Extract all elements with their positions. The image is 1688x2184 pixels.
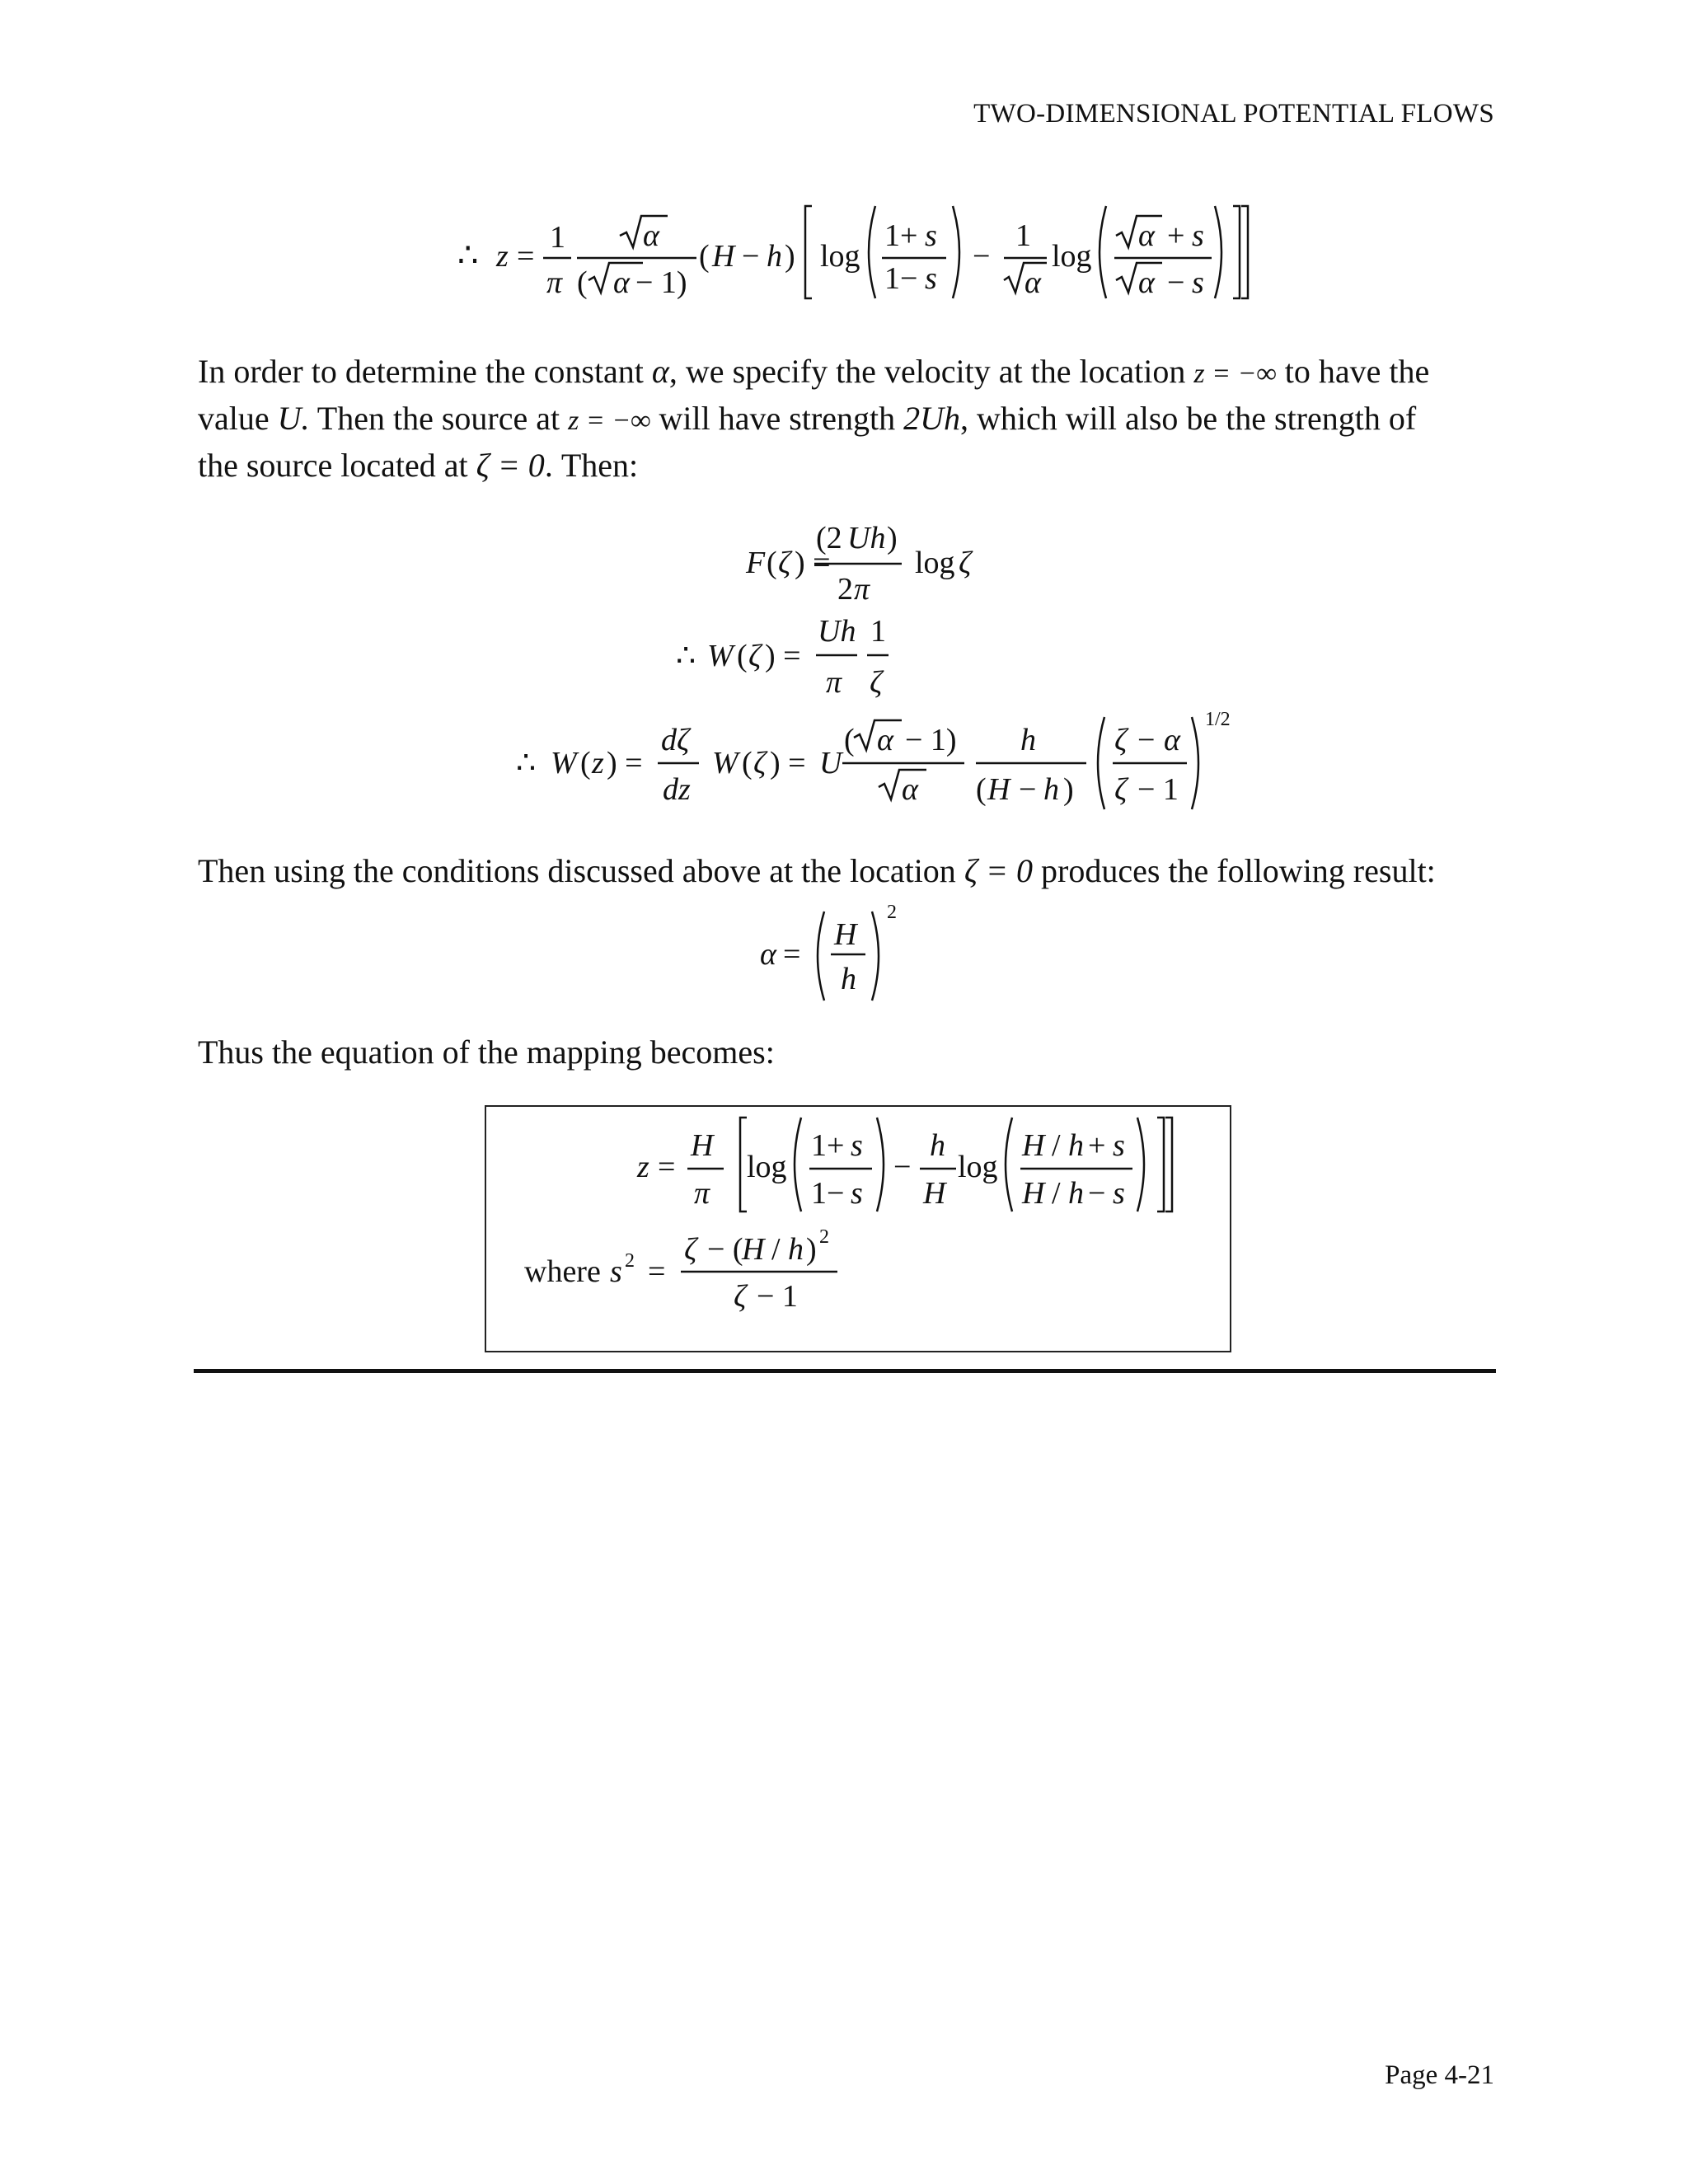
svg-text:): ) [887, 521, 898, 555]
svg-text:) =: ) = [607, 746, 643, 780]
paragraph-alpha-intro: In order to determine the constant α, we specify the velocity at the location z = −∞ to have the value U. Then the source at z = −∞ will have strength 2Uh, which will also be the strength of the source located at ζ = 0. Then: [198, 353, 1430, 484]
svg-text:α: α [1025, 265, 1041, 300]
svg-text:(: ( [699, 239, 710, 274]
svg-text:ζ: ζ [870, 665, 883, 700]
svg-text:(2: (2 [816, 521, 842, 555]
svg-text:ζ: ζ [684, 1232, 697, 1267]
where-label: where [524, 1254, 601, 1289]
svg-text:) =: ) = [765, 639, 801, 673]
svg-text:s: s [1113, 1128, 1125, 1163]
svg-text:π: π [854, 572, 870, 607]
svg-text:s: s [925, 218, 937, 253]
svg-text:(: ( [767, 546, 777, 580]
svg-text:/: / [1052, 1176, 1061, 1211]
svg-text:dz: dz [663, 772, 691, 807]
svg-text:π: π [694, 1176, 710, 1211]
svg-text:U: U [819, 746, 842, 780]
svg-text:s: s [925, 261, 937, 296]
svg-text:/: / [771, 1232, 781, 1267]
svg-text:) =: ) = [770, 746, 806, 780]
svg-text:−: − [742, 239, 760, 274]
paragraph-conditions: Then using the conditions discussed above at the location ζ = 0 produces the following result: [198, 852, 1436, 889]
svg-text:z: z [592, 746, 604, 780]
section-rule [194, 1369, 1496, 1373]
equation-z-alpha [457, 206, 1248, 300]
svg-text:ζ: ζ [959, 546, 972, 580]
svg-text:1−: 1− [884, 261, 918, 296]
svg-text:ζ: ζ [748, 639, 762, 673]
svg-text:z: z [637, 1150, 649, 1184]
svg-text:h: h [788, 1232, 804, 1267]
svg-text:+: + [1167, 218, 1185, 253]
equation-W-zeta [676, 614, 889, 700]
svg-text:H: H [1022, 1128, 1045, 1163]
svg-text:−: − [1088, 1176, 1106, 1211]
svg-text:− 1: − 1 [757, 1279, 798, 1314]
svg-text:z: z [496, 239, 509, 274]
svg-text:F: F [746, 546, 766, 580]
svg-text:log: log [747, 1150, 787, 1184]
svg-text:2: 2 [625, 1250, 635, 1272]
svg-text:): ) [785, 239, 795, 274]
svg-text:α: α [643, 218, 659, 253]
equation-F-zeta [745, 521, 973, 607]
svg-text:dζ: dζ [661, 723, 690, 757]
svg-text:α: α [613, 265, 630, 300]
svg-text:1: 1 [1015, 218, 1031, 253]
svg-text:2: 2 [819, 1226, 829, 1248]
svg-text:2: 2 [887, 902, 897, 923]
svg-text:π: π [826, 665, 842, 700]
svg-text:α: α [877, 723, 893, 757]
svg-text:−: − [1137, 723, 1156, 757]
svg-text:(: ( [844, 723, 855, 757]
svg-text:−: − [1167, 265, 1185, 300]
svg-text:H: H [691, 1128, 714, 1163]
svg-text:1+: 1+ [884, 218, 918, 253]
svg-text:(: ( [976, 772, 987, 807]
svg-text:H: H [1022, 1176, 1045, 1211]
svg-text:log: log [820, 239, 860, 274]
svg-text:1: 1 [550, 220, 565, 255]
svg-text:Uh: Uh [847, 521, 886, 555]
svg-text:(: ( [577, 265, 588, 300]
svg-text:H: H [923, 1176, 946, 1211]
svg-text:W: W [712, 746, 738, 780]
therefore-symbol: ∴ [457, 237, 479, 274]
svg-text:s: s [610, 1254, 622, 1289]
svg-text:=: = [648, 1254, 666, 1289]
paragraph-mapping-intro: Thus the equation of the mapping becomes: [198, 1033, 775, 1071]
svg-text:H: H [742, 1232, 765, 1267]
svg-text:H: H [834, 917, 857, 952]
svg-text:ζ: ζ [734, 1279, 747, 1314]
svg-text:2: 2 [837, 572, 853, 607]
svg-text:1+: 1+ [811, 1128, 845, 1163]
svg-text:1/2: 1/2 [1205, 709, 1231, 730]
equation-W-z [516, 709, 1231, 809]
svg-text:− 1: − 1 [1137, 772, 1179, 807]
svg-text:=: = [517, 239, 535, 274]
result-box [485, 1105, 1231, 1352]
svg-text:h: h [1043, 772, 1059, 807]
svg-text:H: H [712, 239, 735, 274]
svg-text:ζ: ζ [1114, 723, 1128, 757]
svg-text:W: W [707, 639, 734, 673]
page-number: Page 4-21 [1385, 2060, 1494, 2090]
svg-text:α: α [1138, 265, 1155, 300]
svg-text:H: H [987, 772, 1010, 807]
svg-text:ζ: ζ [1114, 772, 1128, 807]
svg-text:W: W [551, 746, 577, 780]
svg-text:∴: ∴ [516, 746, 537, 780]
svg-text:ζ: ζ [753, 746, 767, 780]
svg-text:α: α [760, 937, 776, 972]
svg-text:log: log [915, 546, 955, 580]
svg-text:π: π [546, 265, 563, 300]
svg-text:log: log [1052, 239, 1092, 274]
svg-text:=: = [658, 1150, 676, 1184]
svg-text:): ) [1063, 772, 1074, 807]
svg-text:α: α [1164, 723, 1180, 757]
svg-text:log: log [958, 1150, 998, 1184]
svg-text:h: h [1068, 1128, 1084, 1163]
running-head: TWO-DIMENSIONAL POTENTIAL FLOWS [973, 99, 1494, 129]
svg-text:s: s [1192, 218, 1204, 253]
svg-text:s: s [851, 1128, 863, 1163]
svg-text:(: ( [737, 639, 748, 673]
svg-text:1: 1 [870, 614, 886, 649]
svg-text:+: + [1088, 1128, 1106, 1163]
svg-text:ζ: ζ [778, 546, 791, 580]
svg-text:s: s [851, 1176, 863, 1211]
svg-text:/: / [1052, 1128, 1061, 1163]
svg-text:(: ( [580, 746, 591, 780]
svg-text:s: s [1113, 1176, 1125, 1211]
svg-text:α: α [902, 772, 918, 807]
svg-text:∴: ∴ [676, 639, 696, 673]
svg-text:h: h [841, 962, 856, 996]
svg-text:− (: − ( [707, 1232, 743, 1267]
svg-text:h: h [930, 1128, 945, 1163]
svg-text:−: − [1019, 772, 1037, 807]
svg-text:(: ( [742, 746, 753, 780]
svg-text:s: s [1192, 265, 1204, 300]
svg-text:−: − [973, 239, 991, 274]
svg-text:Uh: Uh [818, 614, 856, 649]
equation-alpha-result [760, 902, 897, 1001]
svg-text:1−: 1− [811, 1176, 845, 1211]
svg-text:): ) [806, 1232, 817, 1267]
svg-text:h: h [1068, 1176, 1084, 1211]
svg-text:h: h [1020, 723, 1036, 757]
svg-text:) =: ) = [795, 546, 831, 580]
svg-text:α: α [1138, 218, 1155, 253]
svg-text:− 1): − 1) [635, 265, 687, 300]
svg-text:h: h [767, 239, 782, 274]
svg-text:−: − [893, 1150, 912, 1184]
svg-text:− 1): − 1) [905, 723, 957, 757]
svg-text:=: = [783, 937, 801, 972]
